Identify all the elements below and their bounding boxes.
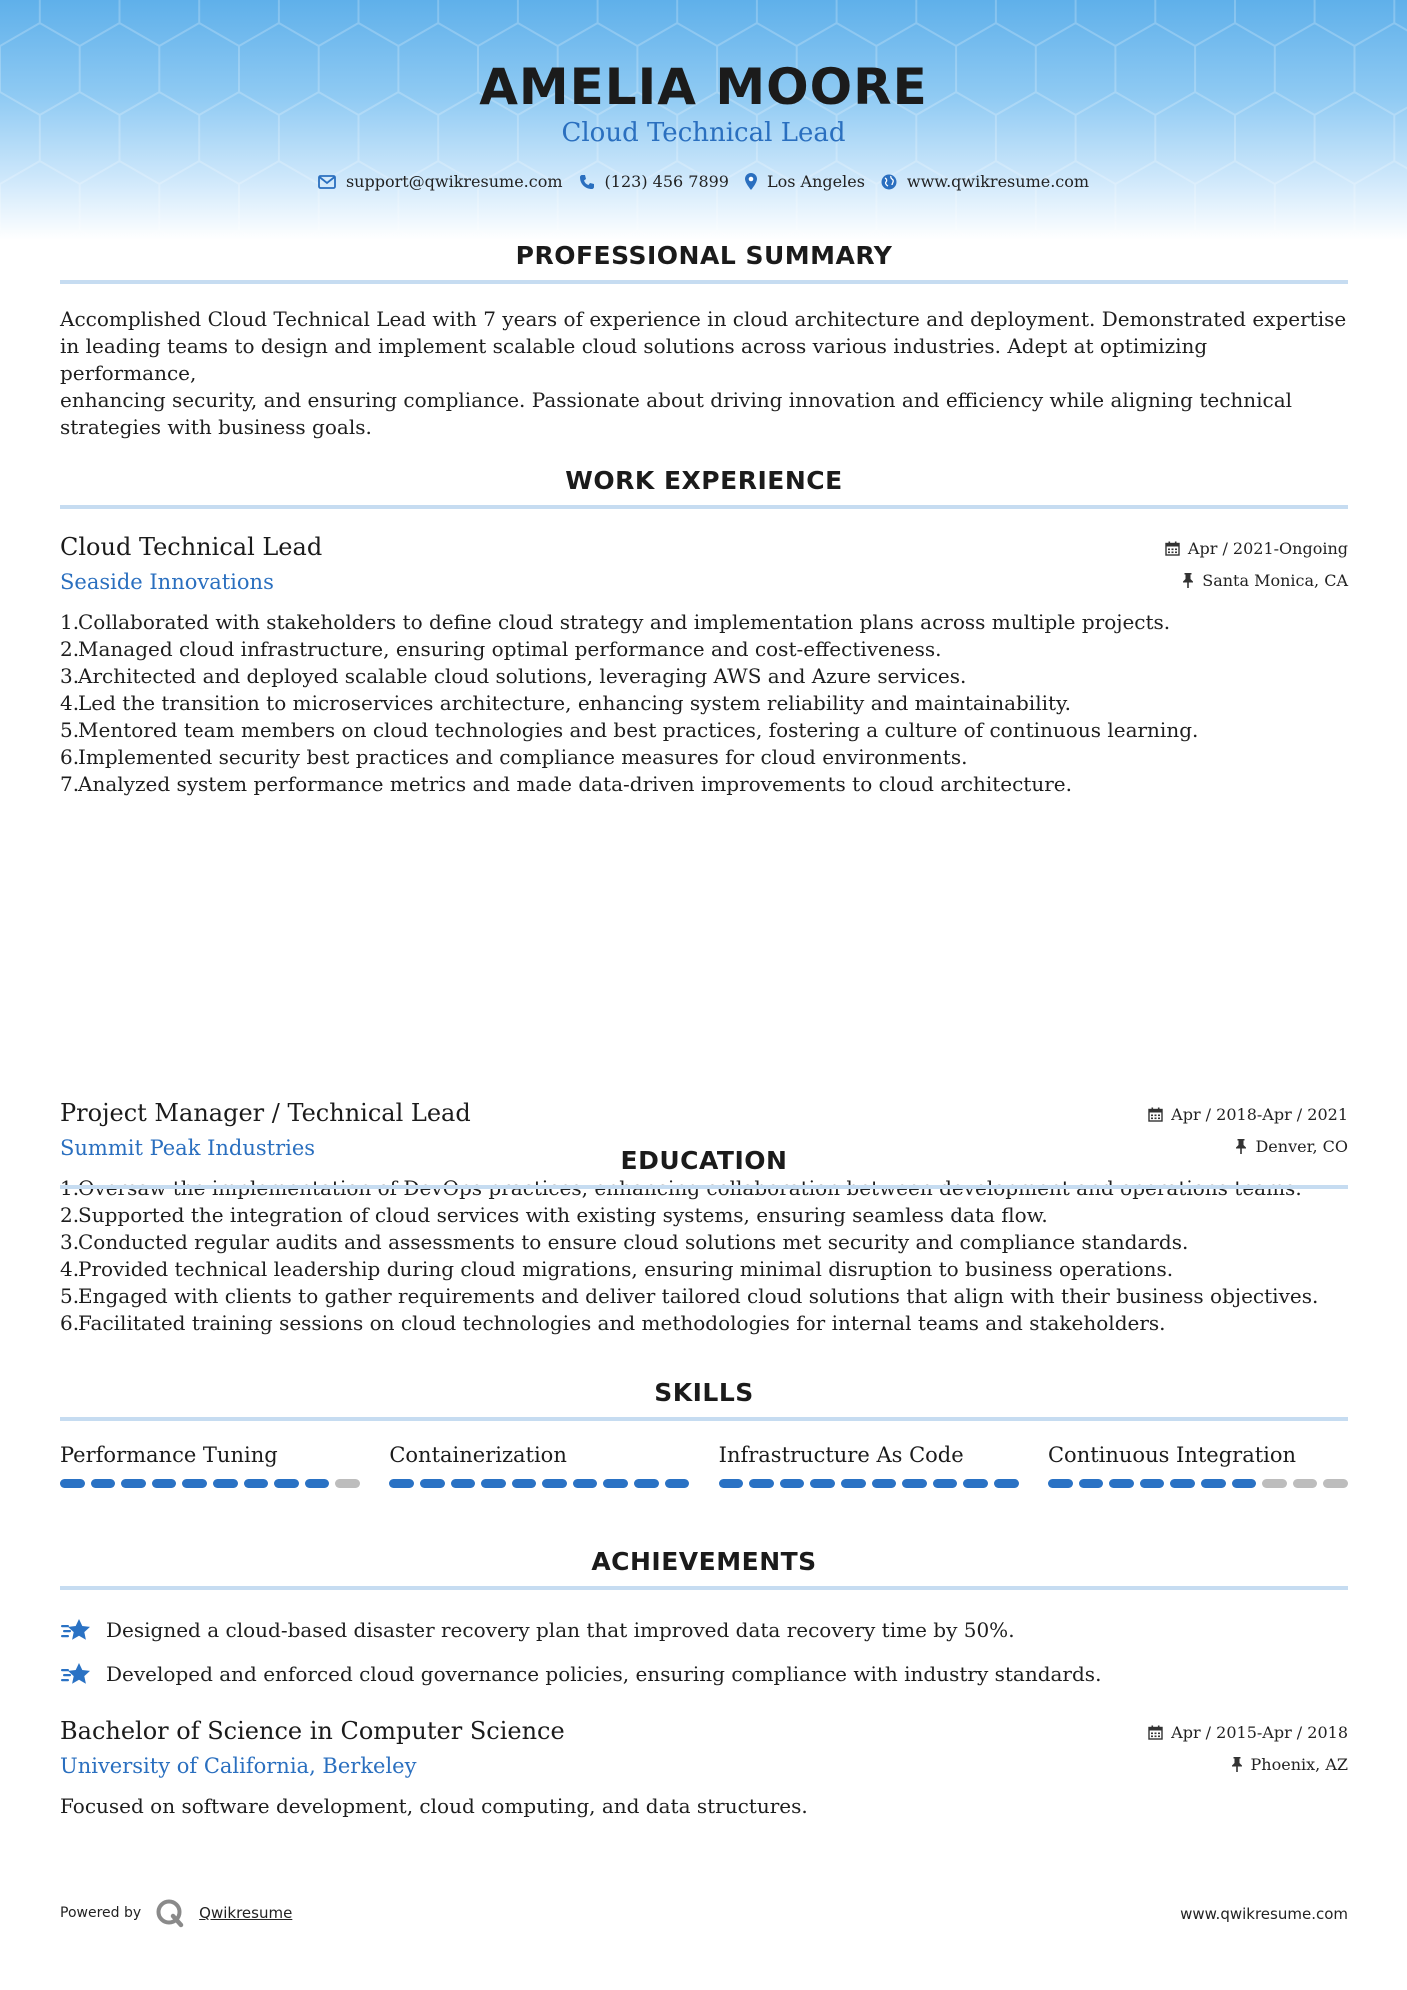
skill-level-bar bbox=[719, 1479, 1019, 1488]
list-item: 6. Facilitated training sessions on cloud technologies and methodologies for internal teams and stakeholders. bbox=[60, 1311, 1166, 1335]
section-divider bbox=[60, 1185, 1348, 1189]
contact-location bbox=[745, 172, 865, 191]
achievement-text: Developed and enforced cloud governance policies, ensuring compliance with industry standards. bbox=[106, 1662, 1102, 1686]
skill-segment-filled bbox=[963, 1479, 988, 1488]
job-role: Project Manager / Technical Lead bbox=[60, 1099, 471, 1127]
summary-line: enhancing security, and ensuring compliance. Passionate about driving innovation and efficiency while aligning technical bbox=[60, 388, 1293, 412]
summary-line: in leading teams to design and implement scalable cloud solutions across various industries. Adept at optimizing performance, bbox=[60, 334, 1208, 385]
list-item: 1. Collaborated with stakeholders to define cloud strategy and implementation plans across multiple projects. bbox=[60, 610, 1171, 634]
skill-segment-filled bbox=[1201, 1479, 1226, 1488]
skill-segment-filled bbox=[603, 1479, 628, 1488]
footer bbox=[60, 1896, 1348, 1930]
contact-phone[interactable] bbox=[579, 172, 729, 191]
skill-name: Containerization bbox=[389, 1443, 567, 1467]
footer-website-link[interactable]: www.qwikresume.com bbox=[1180, 1905, 1348, 1923]
education-date bbox=[1148, 1723, 1348, 1742]
contact-website-text: www.qwikresume.com bbox=[906, 172, 1090, 191]
skill-segment-filled bbox=[749, 1479, 774, 1488]
job-location bbox=[1182, 571, 1348, 590]
job-company: Summit Peak Industries bbox=[60, 1136, 316, 1160]
skill-segment-filled bbox=[542, 1479, 567, 1488]
summary-line: strategies with business goals. bbox=[60, 415, 372, 439]
list-item: 2. Supported the integration of cloud services with existing systems, ensuring seamless data flow. bbox=[60, 1203, 1048, 1227]
skills-section bbox=[60, 1375, 1348, 1488]
star-icon bbox=[60, 1661, 92, 1687]
experience-heading: WORK EXPERIENCE bbox=[565, 466, 843, 495]
list-item: 2. Managed cloud infrastructure, ensuring optimal performance and cost-effectiveness. bbox=[60, 637, 942, 661]
skill-item bbox=[60, 1443, 360, 1488]
list-item: 6. Implemented security best practices and compliance measures for cloud environments. bbox=[60, 745, 968, 769]
skill-segment-filled bbox=[810, 1479, 835, 1488]
achievements-list bbox=[60, 1608, 1348, 1696]
skill-segment-filled bbox=[182, 1479, 207, 1488]
job-bullets bbox=[60, 609, 1348, 798]
skill-segment-filled bbox=[60, 1479, 85, 1488]
qwikresume-link[interactable]: Qwikresume bbox=[199, 1904, 293, 1922]
powered-by-label: Powered by bbox=[60, 1905, 142, 1921]
skill-segment-filled bbox=[872, 1479, 897, 1488]
achievement-item bbox=[60, 1652, 1348, 1696]
calendar-icon bbox=[1148, 1107, 1163, 1122]
job-company: Seaside Innovations bbox=[60, 570, 274, 594]
list-item: 7. Analyzed system performance metrics and made data-driven improvements to cloud architecture. bbox=[60, 772, 1072, 796]
skill-segment-filled bbox=[213, 1479, 238, 1488]
skill-segment-filled bbox=[1140, 1479, 1165, 1488]
skill-segment-filled bbox=[841, 1479, 866, 1488]
skill-segment-filled bbox=[1170, 1479, 1195, 1488]
job-entry-2 bbox=[60, 1099, 1348, 1337]
skill-segment-filled bbox=[1079, 1479, 1104, 1488]
skill-segment-filled bbox=[512, 1479, 537, 1488]
skill-segment-filled bbox=[665, 1479, 690, 1488]
globe-icon bbox=[881, 174, 897, 190]
skill-segment-filled bbox=[634, 1479, 659, 1488]
contact-email[interactable] bbox=[318, 172, 563, 191]
skill-segment-filled bbox=[994, 1479, 1019, 1488]
skill-segment-filled bbox=[152, 1479, 177, 1488]
summary-heading: PROFESSIONAL SUMMARY bbox=[515, 241, 893, 270]
job-bullets bbox=[60, 1175, 1348, 1337]
star-icon bbox=[60, 1617, 92, 1643]
contact-location-text: Los Angeles bbox=[766, 172, 865, 191]
job-role: Cloud Technical Lead bbox=[60, 533, 323, 561]
education-date-text: Apr / 2015-Apr / 2018 bbox=[1171, 1723, 1348, 1742]
skills-heading: SKILLS bbox=[654, 1378, 754, 1407]
skill-name: Continuous Integration bbox=[1047, 1443, 1297, 1467]
contact-phone-text: (123) 456 7899 bbox=[604, 172, 729, 191]
skill-segment-empty bbox=[1293, 1479, 1318, 1488]
job-entry-1 bbox=[60, 533, 1348, 798]
footer-branding bbox=[60, 1896, 292, 1930]
job-date bbox=[1148, 1105, 1348, 1124]
skill-segment-filled bbox=[244, 1479, 269, 1488]
skill-segment-filled bbox=[420, 1479, 445, 1488]
list-item: 5. Engaged with clients to gather requirements and deliver tailored cloud solutions that align with their business objectives. bbox=[60, 1284, 1319, 1308]
map-pin-icon bbox=[745, 173, 757, 190]
education-section bbox=[60, 1143, 1348, 1189]
job-date-text: Apr / 2021-Ongoing bbox=[1187, 539, 1348, 558]
skill-segment-filled bbox=[573, 1479, 598, 1488]
job-location-text: Santa Monica, CA bbox=[1202, 571, 1348, 590]
skill-item bbox=[389, 1443, 689, 1488]
skill-segment-filled bbox=[1232, 1479, 1257, 1488]
skill-segment-empty bbox=[335, 1479, 360, 1488]
qwikresume-logo-icon bbox=[155, 1898, 185, 1928]
education-location bbox=[1231, 1755, 1348, 1774]
skill-level-bar bbox=[1048, 1479, 1348, 1488]
calendar-icon bbox=[1148, 1725, 1163, 1740]
pushpin-icon bbox=[1182, 573, 1194, 588]
skill-name: Performance Tuning bbox=[60, 1443, 278, 1467]
achievement-text: Designed a cloud-based disaster recovery plan that improved data recovery time by 50%. bbox=[106, 1618, 1015, 1642]
skill-level-bar bbox=[60, 1479, 360, 1488]
skill-segment-filled bbox=[780, 1479, 805, 1488]
education-description: Focused on software development, cloud computing, and data structures. bbox=[60, 1794, 808, 1818]
skill-segment-filled bbox=[305, 1479, 330, 1488]
summary-section bbox=[60, 238, 1348, 441]
skill-segment-filled bbox=[121, 1479, 146, 1488]
skill-segment-filled bbox=[389, 1479, 414, 1488]
list-item: 4. Provided technical leadership during cloud migrations, ensuring minimal disruption to business operations. bbox=[60, 1257, 1174, 1281]
experience-section bbox=[60, 463, 1348, 509]
section-divider bbox=[60, 505, 1348, 509]
achievement-item bbox=[60, 1608, 1348, 1652]
skill-segment-filled bbox=[1109, 1479, 1134, 1488]
job-date bbox=[1165, 539, 1348, 558]
skill-level-bar bbox=[389, 1479, 689, 1488]
skill-segment-filled bbox=[1048, 1479, 1073, 1488]
section-divider bbox=[60, 1586, 1348, 1590]
education-entry bbox=[60, 1717, 1348, 1820]
skill-segment-filled bbox=[933, 1479, 958, 1488]
candidate-name: AMELIA MOORE bbox=[479, 58, 928, 116]
list-item: 4. Led the transition to microservices architecture, enhancing system reliability and maintainability. bbox=[60, 691, 1072, 715]
achievements-section bbox=[60, 1544, 1348, 1696]
skills-grid bbox=[60, 1443, 1348, 1488]
skill-segment-filled bbox=[902, 1479, 927, 1488]
skill-item bbox=[719, 1443, 1019, 1488]
education-heading: EDUCATION bbox=[620, 1146, 788, 1175]
candidate-title: Cloud Technical Lead bbox=[561, 118, 846, 148]
skill-segment-empty bbox=[1262, 1479, 1287, 1488]
skill-name: Infrastructure As Code bbox=[718, 1443, 964, 1467]
achievements-heading: ACHIEVEMENTS bbox=[591, 1547, 817, 1576]
degree: Bachelor of Science in Computer Science bbox=[60, 1717, 565, 1745]
contact-email-text: support@qwikresume.com bbox=[345, 172, 563, 191]
job-location-text: Denver, CO bbox=[1255, 1137, 1348, 1156]
section-divider bbox=[60, 1417, 1348, 1421]
calendar-icon bbox=[1165, 541, 1180, 556]
contact-website[interactable] bbox=[881, 172, 1089, 191]
phone-icon bbox=[579, 174, 595, 190]
skill-segment-filled bbox=[451, 1479, 476, 1488]
skill-segment-filled bbox=[91, 1479, 116, 1488]
summary-line: Accomplished Cloud Technical Lead with 7 years of experience in cloud architecture and deployment. Demonstrated expertise bbox=[60, 307, 1347, 331]
skill-item bbox=[1048, 1443, 1348, 1488]
job-date-text: Apr / 2018-Apr / 2021 bbox=[1171, 1105, 1348, 1124]
pushpin-icon bbox=[1231, 1757, 1243, 1772]
skill-segment-empty bbox=[1323, 1479, 1348, 1488]
skill-segment-filled bbox=[274, 1479, 299, 1488]
section-divider bbox=[60, 280, 1348, 284]
education-location-text: Phoenix, AZ bbox=[1250, 1755, 1348, 1774]
skill-segment-filled bbox=[481, 1479, 506, 1488]
contact-row bbox=[0, 172, 1407, 191]
summary-text bbox=[60, 306, 1348, 441]
envelope-icon bbox=[318, 175, 336, 189]
school: University of California, Berkeley bbox=[60, 1754, 417, 1778]
skill-segment-filled bbox=[719, 1479, 744, 1488]
list-item: 3. Architected and deployed scalable cloud solutions, leveraging AWS and Azure services. bbox=[60, 664, 967, 688]
list-item: 3. Conducted regular audits and assessments to ensure cloud solutions met security and compliance standards. bbox=[60, 1230, 1189, 1254]
list-item: 5. Mentored team members on cloud technologies and best practices, fostering a culture of continuous learning. bbox=[60, 718, 1199, 742]
